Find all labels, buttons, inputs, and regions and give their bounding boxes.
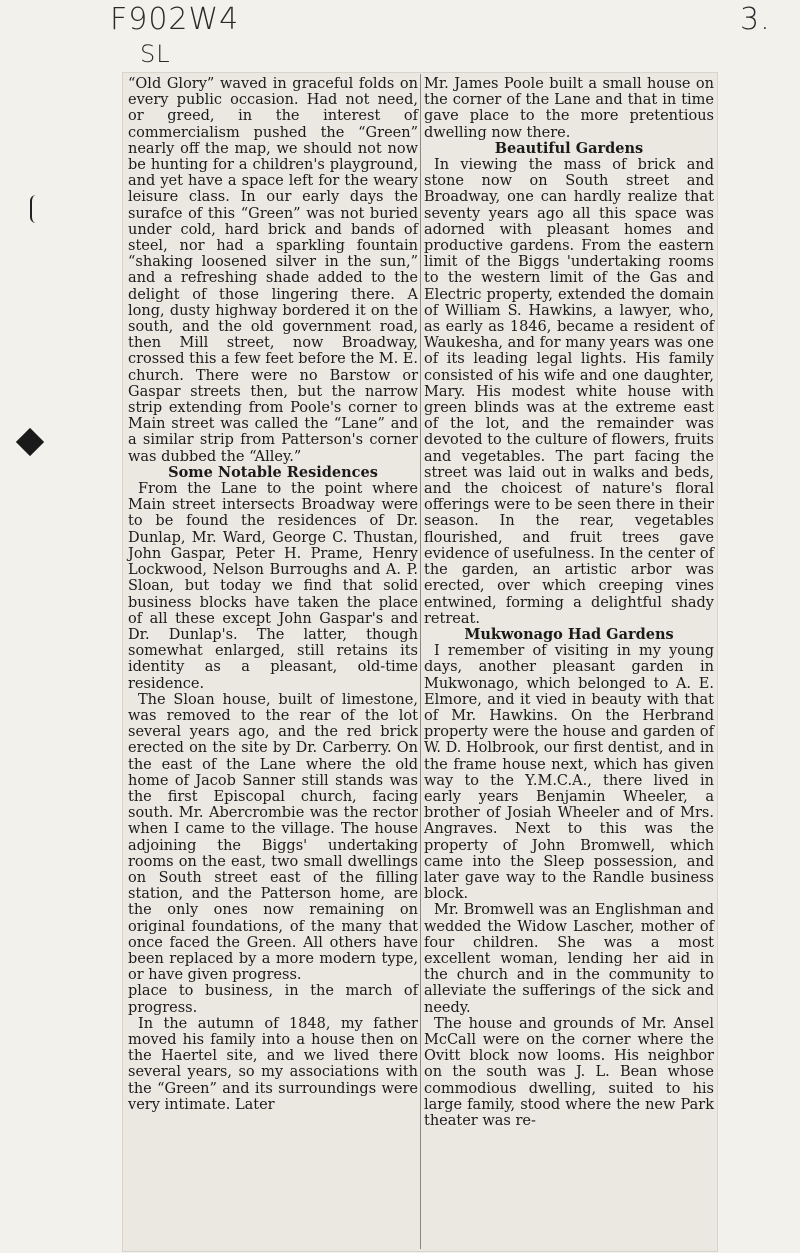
handwritten-initials: SL bbox=[140, 40, 171, 68]
paragraph: “Old Glory” waved in graceful folds on every public occasion. Had not need, or greed, in the interest of commercialism pushed the “Green” nearly off the map, we should not now be hunting for a children's playground, and yet have a space left for the weary leisure class. In our early days the surafce of this “Green” was not buried under cold, hard brick and bands of steel, nor had a sparkling fountain “shaking loosened silver in the sun,” and a refreshing shade added to the delight of those lingering there. A long, dusty highway bordered it on the south, and the old government road, then Mill street, now Broadway, crossed this a few feet before the M. E. church. There were no Barstow or Gaspar streets then, but the narrow strip extending from Poole's corner to Main street was called the “Lane” and a similar strip from Patterson's corner was dubbed the “Alley.” bbox=[128, 76, 418, 465]
left-column bbox=[128, 76, 418, 1113]
paragraph: The house and grounds of Mr. Ansel McCall were on the corner where the Ovitt block now looms. His neighbor on the south was J. L. Bean whose commodious dwelling, suited to his large family, stood where the new Park theater was re- bbox=[424, 1015, 714, 1129]
paragraph: Mr. James Poole built a small house on the corner of the Lane and that in time gave place to the more pretentious dwelling now there. bbox=[424, 76, 714, 141]
margin-bracket-mark bbox=[30, 195, 40, 223]
paragraph: I remember of visiting in my young days, another pleasant garden in Mukwonago, which belonged to A. E. Elmore, and it vied in beauty with that of Mr. Hawkins. On the Herbrand property were the house and garden of W. D. Holbrook, our first dentist, and in the frame house next, which has given way to the Y.M.C.A., there lived in early years Benjamin Wheeler, a brother of Josiah Wheeler and of Mrs. Angraves. Next to this was the property of John Bromwell, which came into the Sleep possession, and later gave way to the Randle business block. bbox=[424, 643, 714, 903]
right-column bbox=[424, 76, 714, 1129]
paragraph: Mr. Bromwell was an Englishman and wedded the Widow Lascher, mother of four children. She was a most excellent woman, lending her aid in the church and in the community to alleviate the sufferings of the sick and needy. bbox=[424, 902, 714, 1016]
column-divider bbox=[420, 74, 421, 1249]
subheading-mukwonago-gardens: Mukwonago Had Gardens bbox=[464, 625, 674, 643]
subheading-beautiful-gardens: Beautiful Gardens bbox=[494, 139, 644, 157]
paragraph: From the Lane to the point where Main street intersects Broadway were to be found the residences of Dr. Dunlap, Mr. Ward, George C. Thustan, John Gaspar, Peter H. Prame, Henry Lockwood, Nelson Burroughs and A. P. Sloan, but today we find that solid business blocks have taken the place of all these except John Gaspar's and Dr. Dunlap's. The latter, though somewhat enlarged, still retains its identity as a pleasant, old-time residence. bbox=[128, 481, 418, 692]
paragraph: In the autumn of 1848, my father moved his family into a house then on the Haertel site, and we lived there several years, so my associations with the “Green” and its surroundings were very intimate. Later bbox=[128, 1015, 418, 1113]
margin-diamond-mark bbox=[16, 428, 44, 456]
paragraph: The Sloan house, built of limestone, was removed to the rear of the lot several years ago, and the red brick erected on the site by Dr. Carberry. On the east of the Lane where the old home of Jacob Sanner still stands was the first Episcopal church, facing south. Mr. Abercrombie was the rector when I came to the village. The house adjoining the Biggs' undertaking rooms on the east, two small dwellings on South street east of the filling station, and the Patterson home, are the only ones now remaining on original foundations, of the many that once faced the Green. All others have been replaced by a more modern type, or have given progress. bbox=[128, 691, 418, 984]
paragraph: In viewing the mass of brick and stone now on South street and Broadway, one can hardly realize that seventy years ago all this space was adorned with pleasant homes and productive gardens. From the eastern limit of the Biggs 'undertaking rooms to the western limit of the Gas and Electric property, extended the domain of William S. Hawkins, a lawyer, who, as early as 1846, became a resident of Waukesha, and for many years was one of its leading legal lights. His family consisted of his wife and one daughter, Mary. His modest white house with green blinds was at the extreme east of the lot, and the remainder was devoted to the culture of flowers, fruits and vegetables. The part facing the street was laid out in walks and beds, and the choicest of nature's floral offerings were to be seen there in their season. In the rear, vegetables flourished, and fruit trees gave evidence of usefulness. In the center of the garden, an artistic arbor was erected, over which creeping vines entwined, forming a delightful shady retreat. bbox=[424, 157, 714, 627]
accession-number: F902W4 bbox=[110, 2, 240, 37]
paragraph: place to business, in the march of progress. bbox=[128, 983, 418, 1016]
subheading-notable-residences: Some Notable Residences bbox=[168, 463, 378, 481]
page-number: 3. bbox=[740, 2, 771, 37]
